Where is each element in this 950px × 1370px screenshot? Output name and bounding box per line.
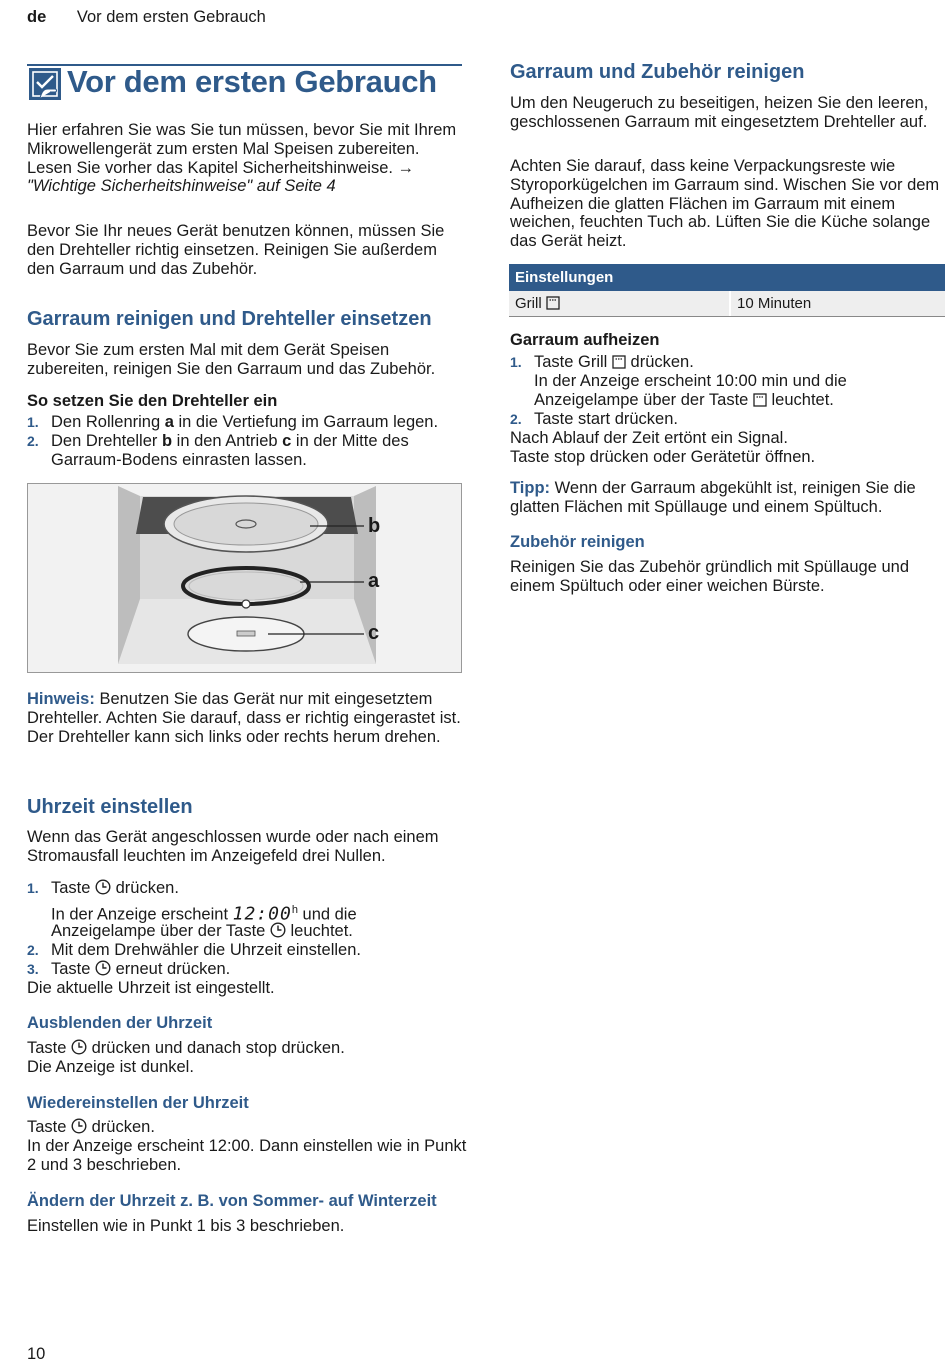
heading-insert: So setzen Sie den Drehteller ein — [27, 392, 278, 410]
clock-icon — [71, 1118, 87, 1134]
list-item: 2. Taste start drücken. — [510, 410, 678, 428]
note-label: Hinweis: — [27, 690, 95, 708]
table-cell-value: 10 Minuten — [731, 291, 945, 317]
heading-clock: Uhrzeit einstellen — [27, 796, 193, 818]
intro-reference: "Wichtige Sicherheitshinweise" auf Seite 4 — [27, 177, 336, 196]
change-clock-text: Einstellen wie in Punkt 1 bis 3 beschrieben. — [27, 1217, 345, 1235]
clean-paragraph: Bevor Sie zum ersten Mal mit dem Gerät Speisen zubereiten, reinigen Sie den Garraum und das Zubehör. — [27, 341, 436, 378]
grill-icon — [612, 355, 626, 369]
tip-label: Tipp: — [510, 479, 551, 497]
clock-steps — [27, 879, 467, 998]
list-item: 2. Den Drehteller b in den Antrieb c in der Mitte des Garraum-Bodens einrasten lassen. — [27, 431, 409, 469]
insert-steps — [27, 413, 467, 469]
note-paragraph: Hinweis: Benutzen Sie das Gerät nur mit eingesetztem Drehteller. Achten Sie darauf, dass er richtig eingerastet ist. Der Drehteller kann sich links oder rechts herum drehen. — [27, 690, 461, 746]
clock-icon — [95, 960, 111, 976]
list-item: 1. Taste Grill drücken. — [510, 353, 694, 371]
clock-step-1-line-3: Anzeigelampe über der Taste leuchtet. — [51, 922, 353, 940]
page-number: 10 — [27, 1345, 46, 1363]
intro-paragraph: Hier erfahren Sie was Sie tun müssen, bevor Sie mit Ihrem Mikrowellengerät zum ersten Mal Speisen zubereiten. Lesen Sie vorher das Kapitel Sicherheitshinweise. → "Wichtige Sicherheitshinweise" auf Seite 4 — [27, 121, 457, 196]
heading-clean-accessories: Garraum und Zubehör reinigen — [510, 61, 805, 83]
clock-icon — [95, 879, 111, 895]
heading-hide-clock: Ausblenden der Uhrzeit — [27, 1014, 213, 1032]
settings-table-grid — [509, 264, 945, 317]
hand-checkbox-icon — [28, 67, 62, 101]
list-item: 1. Den Rollenring a in die Vertiefung im Garraum legen. — [27, 413, 439, 431]
list-item: 3. Taste erneut drücken. — [27, 960, 231, 978]
language-tag: de — [27, 8, 47, 26]
display-readout: 12:00 — [232, 903, 292, 925]
clock-paragraph: Wenn das Gerät angeschlossen wurde oder nach einem Stromausfall leuchten im Anzeigefeld drei Nullen. — [27, 828, 439, 865]
right-paragraph-1: Um den Neugeruch zu beseitigen, heizen Sie den leeren, geschlossenen Garraum mit eingesetztem Drehteller auf. — [510, 94, 929, 131]
label-a: a — [368, 570, 380, 592]
reset-clock-text: Taste drücken. In der Anzeige erscheint 12:00. Dann einstellen wie in Punkt 2 und 3 beschrieben. — [27, 1118, 467, 1174]
turntable-figure — [27, 483, 462, 673]
table-cell-setting: Grill — [509, 291, 729, 317]
tip-paragraph: Tipp: Wenn der Garraum abgekühlt ist, reinigen Sie die glatten Flächen mit Spüllauge und einem Spültuch. — [510, 479, 916, 516]
settings-table — [509, 264, 945, 317]
table-header: Einstellungen — [509, 264, 945, 291]
page-title: Vor dem ersten Gebrauch — [67, 64, 437, 99]
heat-step-1-line-3: Anzeigelampe über der Taste leuchtet. — [534, 391, 834, 409]
clock-icon — [270, 922, 286, 938]
heading-clean-insert: Garraum reinigen und Drehteller einsetzen — [27, 308, 432, 330]
header-section: Vor dem ersten Gebrauch — [76, 8, 266, 26]
table-row — [509, 291, 945, 317]
page-header — [27, 8, 266, 27]
clock-step-1-line-2: In der Anzeige erscheint 12:00$^h$ und die — [51, 903, 357, 925]
heading-heat: Garraum aufheizen — [510, 331, 660, 349]
intro-paragraph-2: Bevor Sie Ihr neues Gerät benutzen können, müssen Sie den Drehteller richtig einsetzen. Reinigen Sie außerdem den Garraum und das Zubehör. — [27, 222, 445, 278]
heat-steps: 1. Taste Grill drücken. In der Anzeige erscheint 10:00 min und die Anzeigelampe über der Taste leuchtet. 2. Taste start drücken. Nach Ablauf der Zeit ertönt ein Signal. Taste stop drücken oder Gerätetür öffnen. — [510, 353, 945, 467]
hide-clock-text: Taste drücken und danach stop drücken. Die Anzeige ist dunkel. — [27, 1039, 345, 1076]
label-b: b — [368, 515, 381, 537]
heading-reset-clock: Wiedereinstellen der Uhrzeit — [27, 1094, 249, 1112]
grill-icon — [546, 296, 560, 310]
accessories-paragraph: Reinigen Sie das Zubehör gründlich mit Spüllauge und einem Spültuch oder einer weichen Bürste. — [510, 558, 910, 595]
heading-accessories: Zubehör reinigen — [510, 533, 645, 551]
right-paragraph-2: Achten Sie darauf, dass keine Verpackungsreste wie Styroporkügelchen im Garraum sind. Wischen Sie vor dem Aufheizen die glatten Flächen im Garraum mit einem weichen, feuchten Tuch ab. Lüften Sie die Küche solange das Gerät heizt. — [510, 157, 940, 251]
clock-done: Die aktuelle Uhrzeit ist eingestellt. — [27, 979, 275, 997]
section-icon — [28, 67, 62, 106]
list-item: 1. Taste drücken. — [27, 879, 179, 897]
clock-icon — [71, 1039, 87, 1055]
heading-change-clock: Ändern der Uhrzeit z. B. von Sommer- auf Winterzeit — [27, 1192, 437, 1210]
list-item: 2. Mit dem Drehwähler die Uhrzeit einstellen. — [27, 941, 361, 959]
turntable-illustration — [28, 484, 461, 672]
grill-icon — [753, 393, 767, 407]
label-c: c — [368, 622, 380, 644]
